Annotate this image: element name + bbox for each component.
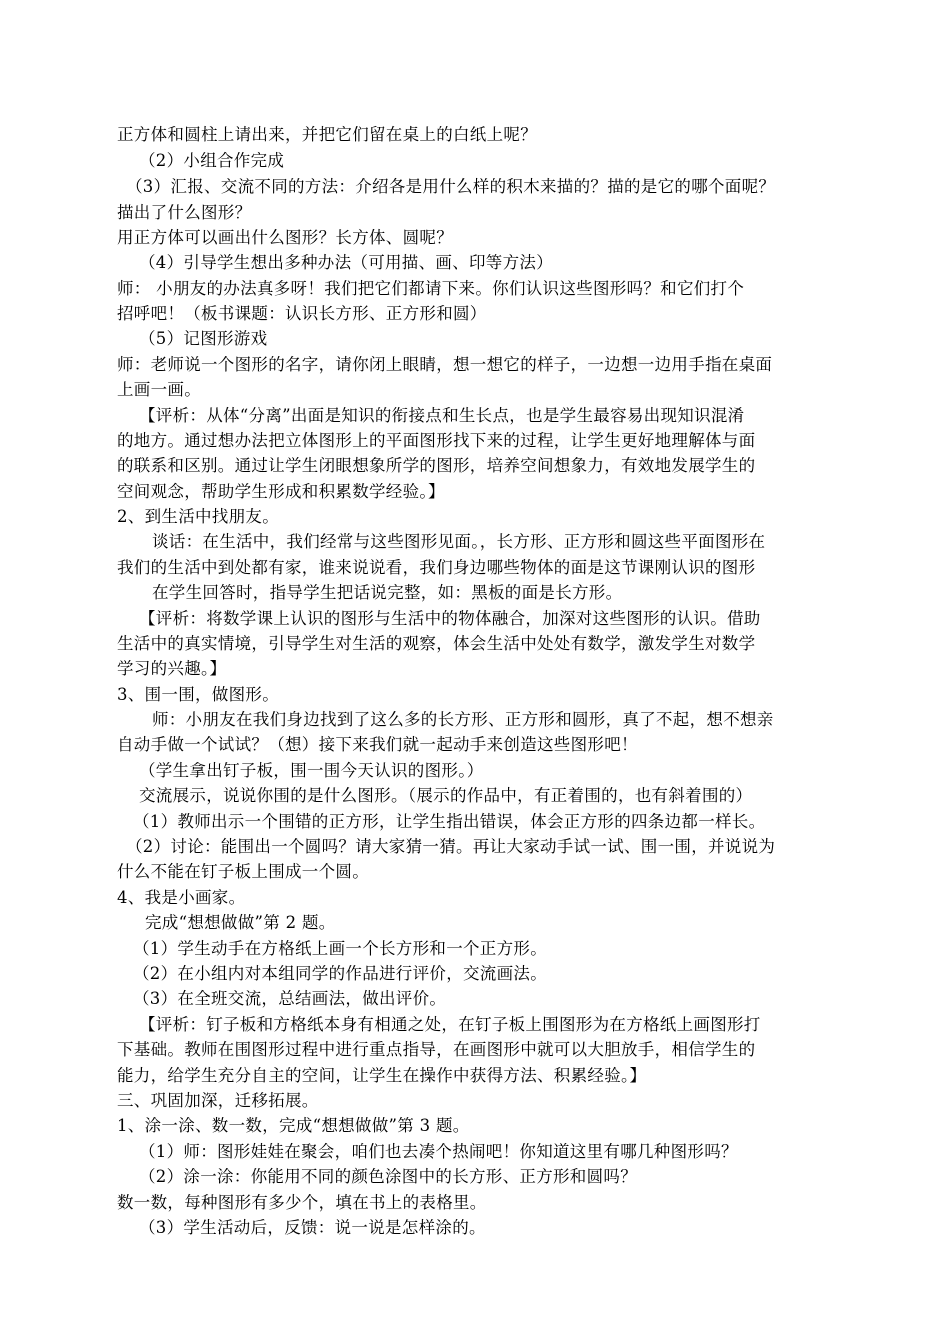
text-line: 招呼吧！（板书课题：认识长方形、正方形和圆） bbox=[117, 304, 487, 323]
text-line: 描出了什么图形？ bbox=[117, 203, 252, 222]
section-heading: 4、我是小画家。 bbox=[117, 888, 246, 907]
text-line: 自动手做一个试试？（想）接下来我们就一起动手来创造这些图形吧！ bbox=[117, 735, 638, 754]
comment-line: 能力，给学生充分自主的空间，让学生在操作中获得方法、积累经验。】 bbox=[117, 1066, 647, 1085]
text-line: （3）在全班交流，总结画法，做出评价。 bbox=[133, 989, 447, 1008]
text-line: （1）师：图形娃娃在聚会，咱们也去凑个热闹吧！你知道这里有哪几种图形吗？ bbox=[139, 1142, 738, 1161]
comment-line: 【评析：将数学课上认识的图形与生活中的物体融合，加深对这些图形的认识。借助 bbox=[139, 609, 761, 628]
text-line: 师： 小朋友的办法真多呀！我们把它们都请下来。你们认识这些图形吗？和它们打个 bbox=[117, 279, 745, 298]
section-heading: 2、到生活中找朋友。 bbox=[117, 507, 279, 526]
text-line: （2）讨论：能围出一个圆吗？请大家猜一猜。再让大家动手试一试、围一围，并说说为 bbox=[126, 837, 776, 856]
section-heading: 1、涂一涂、数一数，完成“想想做做”第 3 题。 bbox=[117, 1116, 470, 1135]
text-line: 什么不能在钉子板上围成一个圆。 bbox=[117, 862, 369, 881]
text-line: （1）学生动手在方格纸上画一个长方形和一个正方形。 bbox=[133, 939, 547, 958]
comment-line: 空间观念，帮助学生形成和积累数学经验。】 bbox=[117, 482, 445, 501]
comment-line: 生活中的真实情境，引导学生对生活的观察，体会生活中处处有数学，激发学生对数学 bbox=[117, 634, 756, 653]
text-line: 上画一画。 bbox=[117, 380, 201, 399]
section-heading: 3、围一围，做图形。 bbox=[117, 685, 279, 704]
comment-line: 的地方。通过想办法把立体图形上的平面图形找下来的过程，让学生更好地理解体与面 bbox=[117, 431, 756, 450]
text-line: 师：小朋友在我们身边找到了这么多的长方形、正方形和圆形，真了不起，想不想亲 bbox=[152, 710, 774, 729]
text-line: （1）教师出示一个围错的正方形，让学生指出错误，体会正方形的四条边都一样长。 bbox=[133, 812, 766, 831]
comment-line: 【评析：钉子板和方格纸本身有相通之处，在钉子板上围图形为在方格纸上画图形打 bbox=[139, 1015, 761, 1034]
text-line: （2）小组合作完成 bbox=[139, 151, 285, 170]
text-line: （2）在小组内对本组同学的作品进行评价，交流画法。 bbox=[133, 964, 547, 983]
comment-line: 的联系和区别。通过让学生闭眼想象所学的图形，培养空间想象力，有效地发展学生的 bbox=[117, 456, 756, 475]
text-line: 在学生回答时，指导学生把话说完整，如：黑板的面是长方形。 bbox=[152, 583, 623, 602]
text-line: 数一数，每种图形有多少个，填在书上的表格里。 bbox=[117, 1193, 487, 1212]
comment-line: 【评析：从体“分离”出面是知识的衔接点和生长点，也是学生最容易出现知识混淆 bbox=[139, 406, 745, 425]
text-line: 我们的生活中到处都有家，谁来说说看，我们身边哪些物体的面是这节课刚认识的图形 bbox=[117, 558, 756, 577]
section-heading: 三、巩固加深，迁移拓展。 bbox=[117, 1091, 319, 1110]
text-line: （4）引导学生想出多种办法（可用描、画、印等方法） bbox=[139, 253, 553, 272]
text-line: （2）涂一涂：你能用不同的颜色涂图中的长方形、正方形和圆吗？ bbox=[139, 1167, 637, 1186]
text-line: 完成“想想做做”第 2 题。 bbox=[145, 913, 336, 932]
text-line: （5）记图形游戏 bbox=[139, 329, 268, 348]
text-line: 谈话：在生活中，我们经常与这些图形见面。，长方形、正方形和圆这些平面图形在 bbox=[152, 532, 766, 551]
text-line: 师：老师说一个图形的名字，请你闭上眼睛，想一想它的样子，一边想一边用手指在桌面 bbox=[117, 355, 773, 374]
comment-line: 下基础。教师在围图形过程中进行重点指导，在画图形中就可以大胆放手，相信学生的 bbox=[117, 1040, 756, 1059]
text-line: （3）学生活动后，反馈：说一说是怎样涂的。 bbox=[139, 1218, 486, 1237]
comment-line: 学习的兴趣。】 bbox=[117, 659, 227, 678]
text-line: 用正方体可以画出什么图形？长方体、圆呢？ bbox=[117, 228, 453, 247]
text-line: 正方体和圆柱上请出来，并把它们留在桌上的白纸上呢？ bbox=[117, 125, 537, 144]
text-line: 交流展示，说说你围的是什么图形。（展示的作品中，有正着围的，也有斜着围的） bbox=[139, 786, 753, 805]
text-line: （3）汇报、交流不同的方法：介绍各是用什么样的积木来描的？描的是它的哪个面呢？ bbox=[126, 177, 776, 196]
text-line: （学生拿出钉子板，围一围今天认识的图形。） bbox=[139, 761, 484, 780]
